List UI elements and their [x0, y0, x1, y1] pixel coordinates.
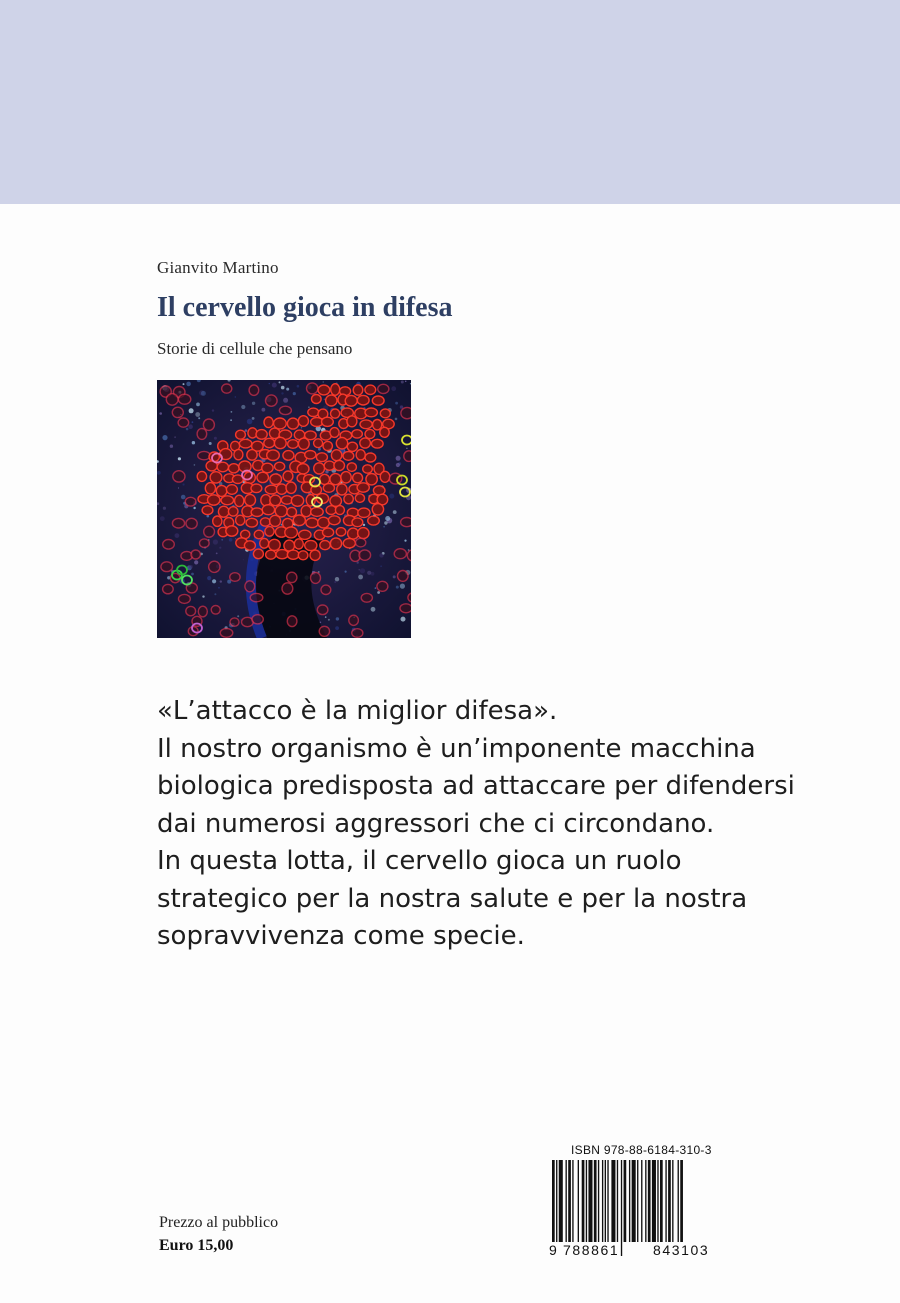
microscopy-cell-image — [157, 380, 411, 638]
blurb-line: In questa lotta, il cervello gioca un ruolo — [157, 846, 682, 876]
barcode-left-digits: 788861 — [563, 1242, 620, 1258]
price-label: Prezzo al pubblico — [159, 1214, 279, 1231]
book-subtitle: Storie di cellule che pensano — [157, 339, 353, 358]
price-value: Euro 15,00 — [159, 1237, 234, 1254]
blurb-line: strategico per la nostra salute e per la nostra — [157, 883, 748, 914]
blurb-line: sopravvivenza come specie. — [157, 921, 525, 951]
back-cover-blurb — [157, 693, 857, 956]
blurb-line: «L’attacco è la miglior difesa». — [157, 696, 558, 726]
barcode-first-digit: 9 — [549, 1242, 559, 1258]
blurb-line: dai numerosi aggressori che ci circondano. — [157, 808, 715, 839]
barcode-right-digits: 843103 — [653, 1242, 710, 1258]
top-color-band — [0, 0, 900, 204]
author-name: Gianvito Martino — [157, 258, 279, 277]
blurb-line: Il nostro organismo è un’imponente macchina — [157, 733, 756, 764]
isbn-label: ISBN 978-88-6184-310-3 — [571, 1143, 712, 1157]
blurb-line: biologica predisposta ad attaccare per difendersi — [157, 771, 795, 801]
book-title: Il cervello gioca in difesa — [157, 292, 453, 323]
